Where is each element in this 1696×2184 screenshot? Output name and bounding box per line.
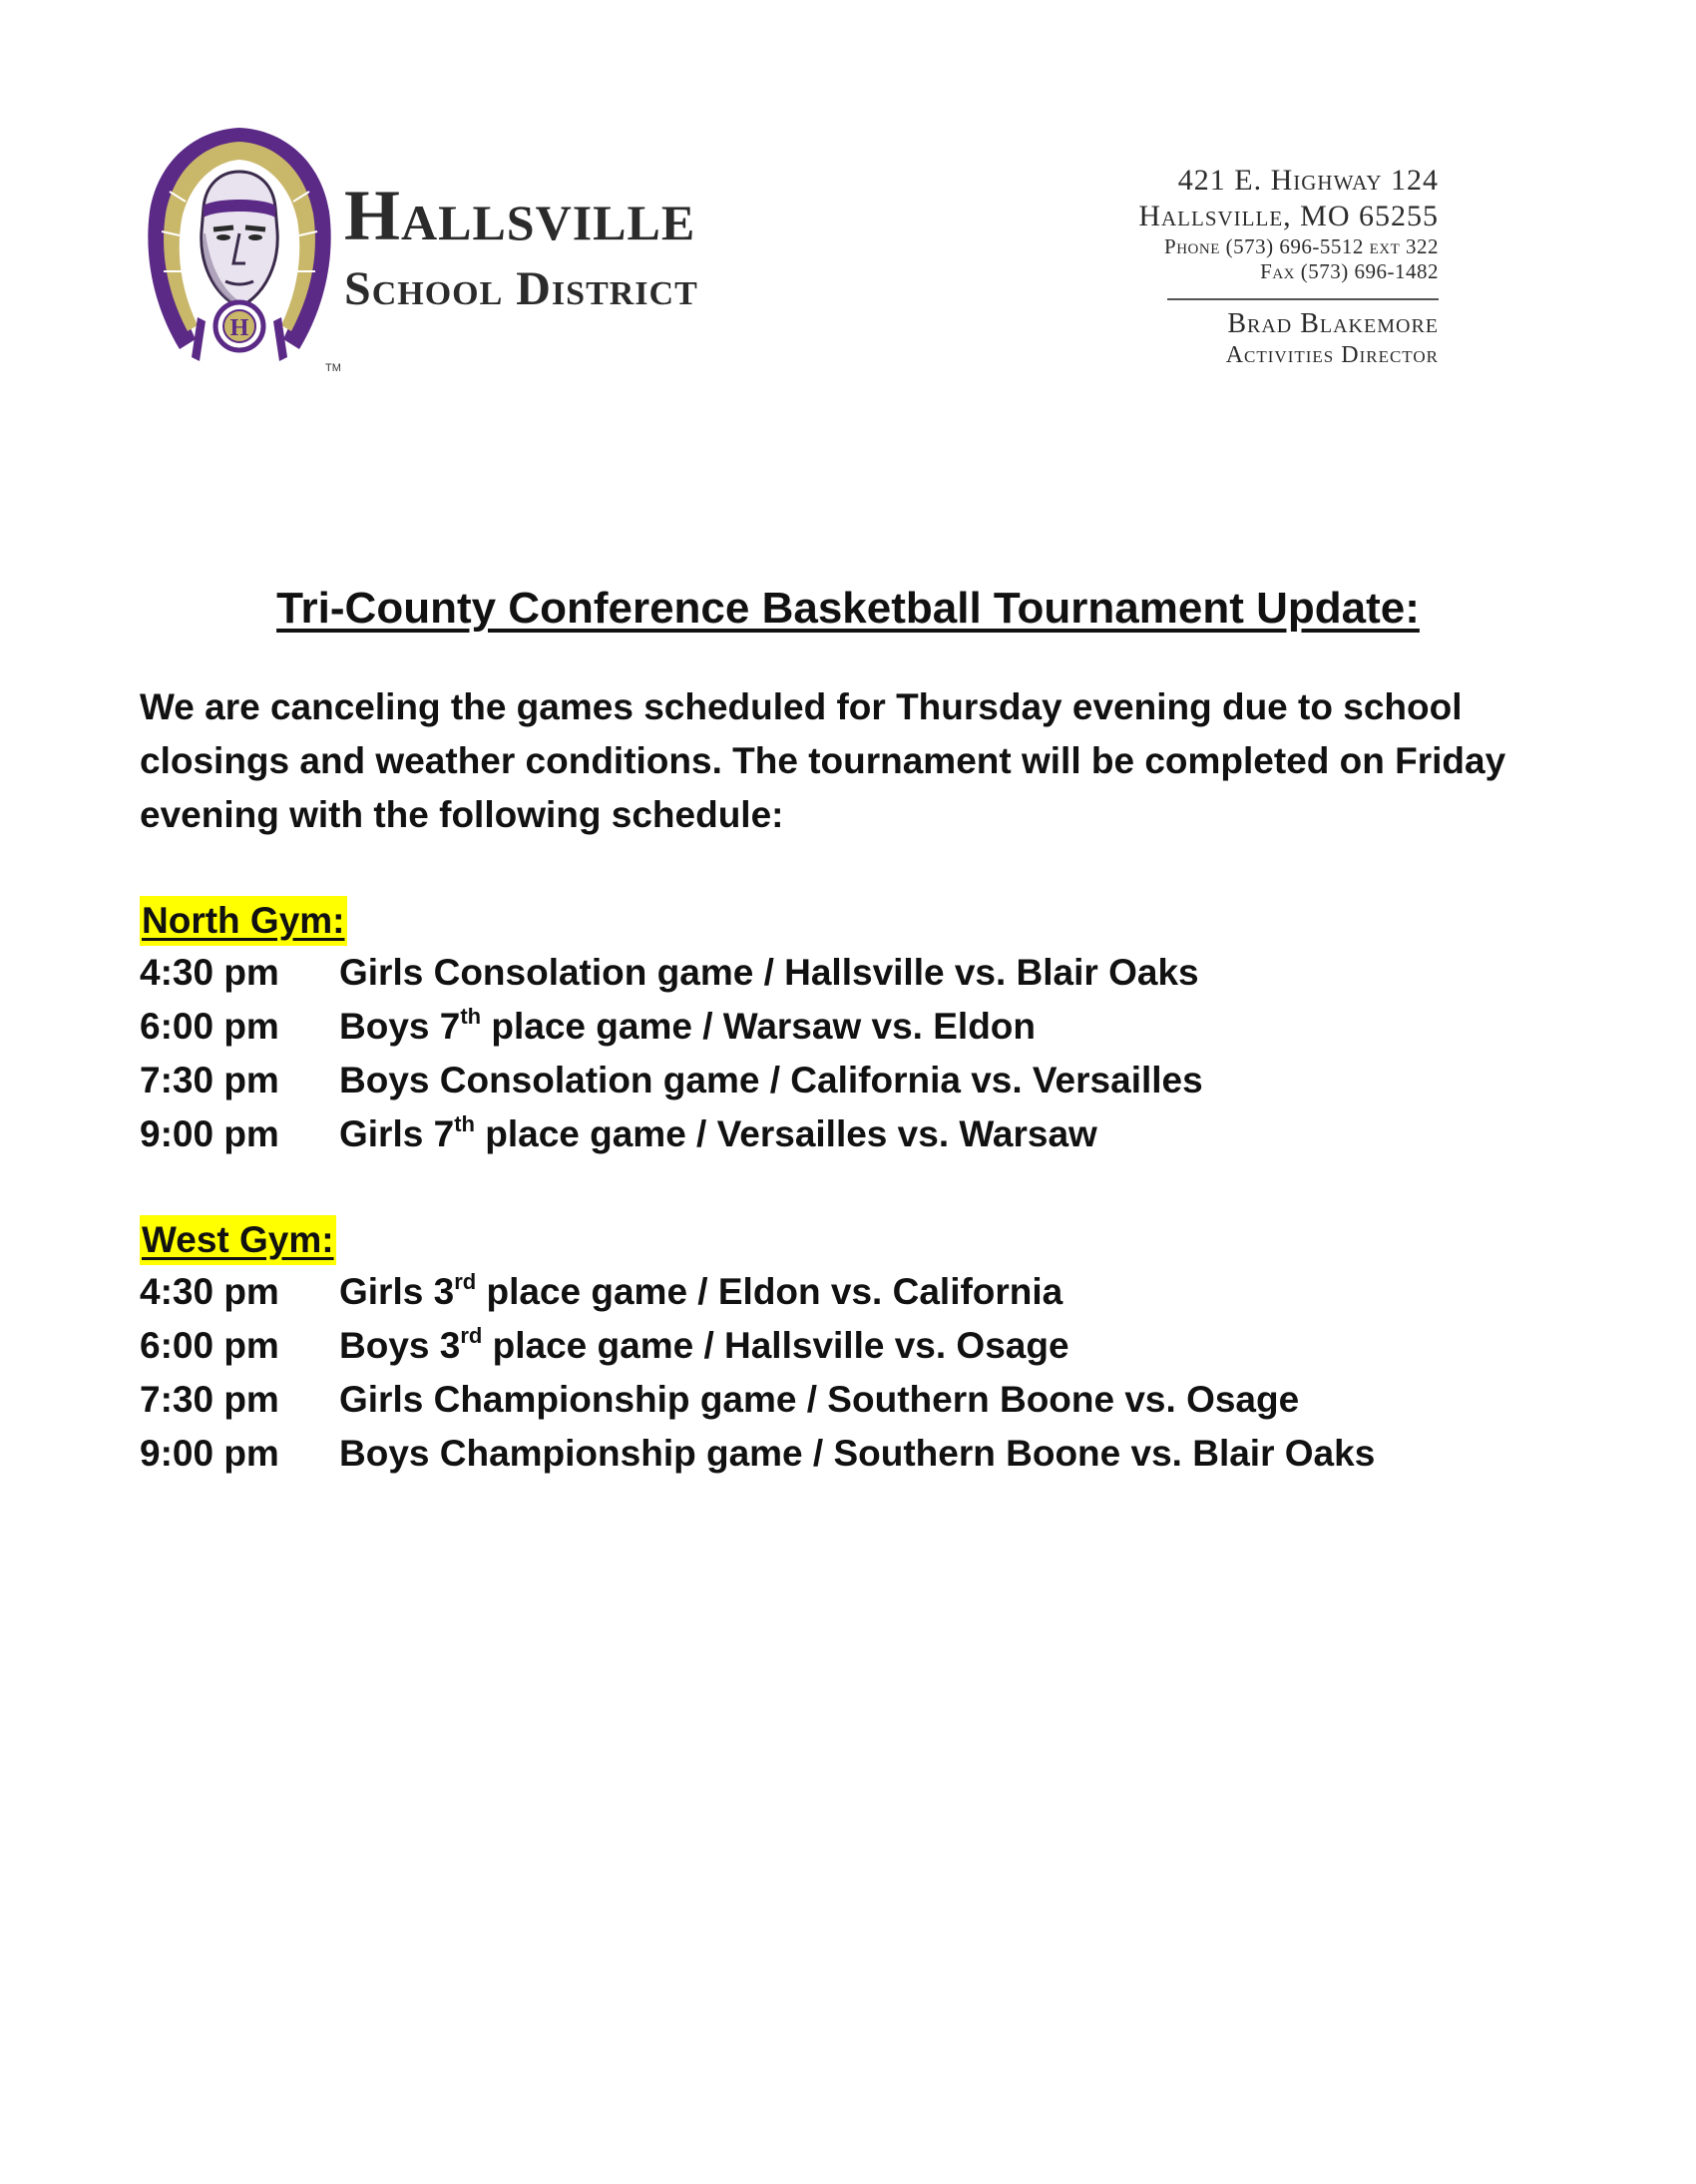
game-description	[339, 1373, 1299, 1427]
game-time: 4:30 pm	[140, 952, 279, 993]
game-description-text: Boys Consolation game / California vs. Versailles	[339, 1060, 1203, 1100]
game-description-text: Girls Consolation game / Hallsville vs. Blair Oaks	[339, 952, 1199, 993]
ordinal-suffix: rd	[454, 1268, 477, 1294]
game-description-text: Boys 7	[339, 1006, 461, 1047]
game-description	[339, 1427, 1375, 1481]
hallsville-indian-logo	[140, 122, 339, 376]
game-time: 7:30 pm	[140, 1060, 279, 1100]
city-state-zip: Hallsville, MO 65255	[1138, 200, 1439, 232]
game-description	[339, 1054, 1203, 1107]
game-description-text: Boys Championship game / Southern Boone vs. Blair Oaks	[339, 1433, 1376, 1474]
game-description	[339, 1265, 1062, 1319]
gym-heading: North Gym:	[140, 896, 347, 946]
game-description-text: place game / Warsaw vs. Eldon	[481, 1006, 1036, 1047]
ordinal-suffix: rd	[460, 1322, 483, 1348]
director-title: Activities Director	[1225, 342, 1439, 368]
game-list	[140, 1265, 1556, 1481]
game-row	[140, 1319, 1556, 1373]
game-description	[339, 1107, 1097, 1161]
game-row	[140, 1107, 1556, 1161]
gym-section	[140, 1215, 1556, 1481]
trademark-mark: TM	[325, 362, 341, 374]
notice-intro: We are canceling the games scheduled for Thursday evening due to school closings and weather conditions. The tournament will be completed on Friday evening with the following schedule:	[140, 686, 1506, 835]
game-row	[140, 1000, 1556, 1054]
game-row	[140, 1373, 1556, 1427]
game-row	[140, 1427, 1556, 1481]
game-time: 6:00 pm	[140, 1325, 279, 1366]
game-time: 9:00 pm	[140, 1433, 279, 1474]
game-time: 7:30 pm	[140, 1379, 279, 1420]
game-description	[339, 1319, 1069, 1373]
logo-letter: H	[229, 315, 249, 341]
fax-number: Fax (573) 696-1482	[1260, 259, 1439, 283]
address-block	[1138, 163, 1439, 370]
game-description	[339, 946, 1199, 1000]
district-name	[344, 176, 698, 317]
divider	[1167, 298, 1439, 300]
game-description-text: Boys 3	[339, 1325, 461, 1366]
game-row	[140, 946, 1556, 1000]
game-description	[339, 1000, 1036, 1054]
game-description-text: Girls 3	[339, 1271, 455, 1312]
game-time: 4:30 pm	[140, 1271, 279, 1312]
street-address: 421 E. Highway 124	[1177, 164, 1439, 197]
game-description-text: place game / Hallsville vs. Osage	[482, 1325, 1069, 1366]
letterhead	[0, 0, 1696, 419]
ordinal-suffix: th	[460, 1003, 482, 1029]
game-description-text: Girls 7	[339, 1113, 455, 1154]
game-row	[140, 1054, 1556, 1107]
game-description-text: Girls Championship game / Southern Boone vs. Osage	[339, 1379, 1300, 1420]
game-description-text: place game / Versailles vs. Warsaw	[474, 1113, 1097, 1154]
gym-section	[140, 896, 1556, 1161]
phone-number: Phone (573) 696-5512 ext 322	[1164, 234, 1439, 258]
game-list	[140, 946, 1556, 1161]
game-description-text: place game / Eldon vs. California	[476, 1271, 1063, 1312]
district-name-line2: School District	[344, 262, 698, 315]
district-name-line1: Hallsville	[344, 176, 696, 255]
game-row	[140, 1265, 1556, 1319]
ordinal-suffix: th	[454, 1110, 475, 1136]
notice-body	[140, 579, 1556, 1481]
gym-schedules	[140, 896, 1556, 1481]
game-time: 6:00 pm	[140, 1006, 279, 1047]
gym-heading: West Gym:	[140, 1215, 336, 1265]
notice-title: Tri-County Conference Basketball Tournament Update:	[276, 584, 1420, 633]
director-name: Brad Blakemore	[1227, 308, 1439, 339]
game-time: 9:00 pm	[140, 1113, 279, 1154]
